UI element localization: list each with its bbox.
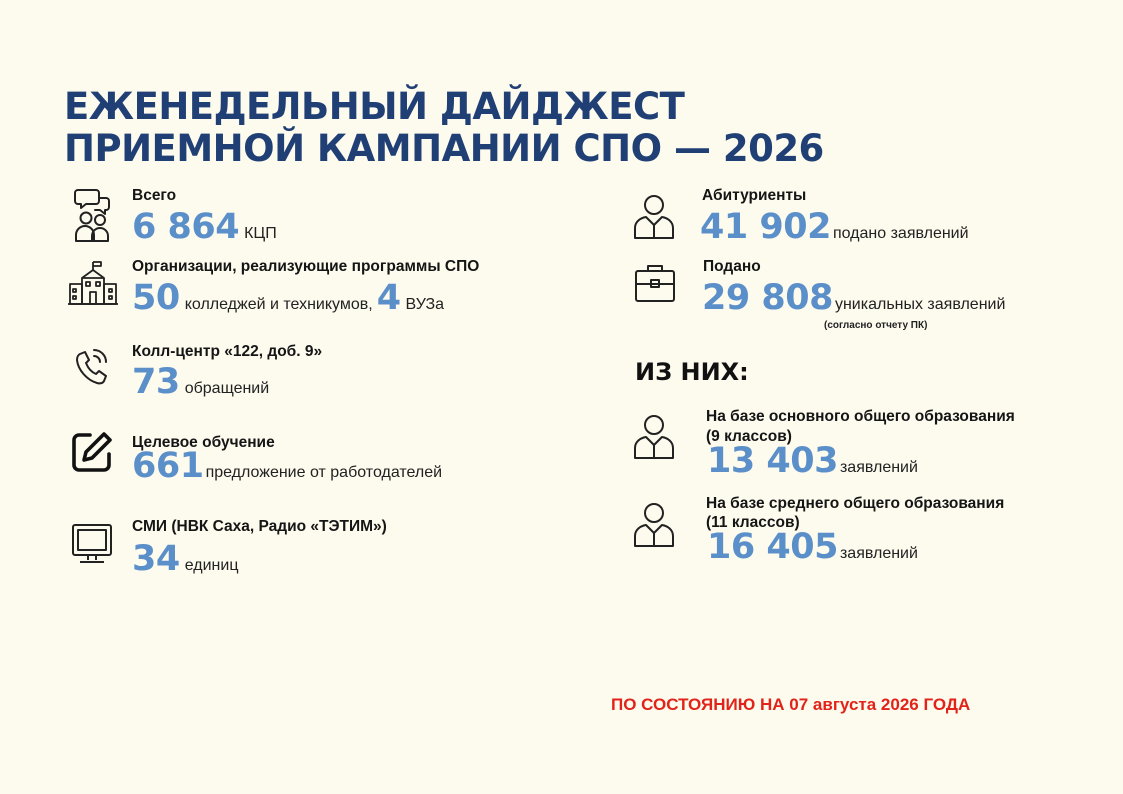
basic-label-line-2: (9 классов) [706, 428, 792, 445]
orgs-value-row [132, 278, 444, 318]
secondary-value-row [707, 527, 918, 567]
orgs-universities-unit: ВУЗа [405, 296, 445, 313]
total-value: 6 864 [132, 207, 240, 247]
media-value: 34 [132, 539, 180, 579]
person-icon [632, 500, 676, 548]
orgs-universities-value: 4 [376, 278, 401, 318]
media-unit: единиц [184, 557, 239, 574]
callcenter-value-row [132, 362, 269, 402]
orgs-colleges-unit: колледжей и техникумов, [184, 296, 373, 313]
submitted-unit: уникальных заявлений [834, 296, 1006, 313]
basic-value: 13 403 [707, 441, 838, 481]
person-icon [632, 412, 676, 460]
basic-unit: заявлений [839, 459, 918, 476]
applicants-label: Абитуриенты [702, 187, 807, 204]
callcenter-value: 73 [132, 362, 180, 402]
of-them-heading: ИЗ НИХ: [635, 358, 749, 386]
edit-icon [70, 430, 114, 474]
orgs-label: Организации, реализующие программы СПО [132, 258, 480, 275]
page-title-line-2: ПРИЕМНОЙ КАМПАНИИ СПО — 2026 [64, 127, 824, 170]
callcenter-unit: обращений [184, 380, 270, 397]
status-date: ПО СОСТОЯНИЮ НА 07 августа 2026 ГОДА [611, 695, 971, 714]
basic-label-line-1: На базе основного общего образования [706, 408, 1015, 425]
person-icon [632, 192, 676, 240]
applicants-value: 41 902 [700, 207, 831, 247]
page-title [64, 86, 824, 170]
page-title-line-1: ЕЖЕНЕДЕЛЬНЫЙ ДАЙДЖЕСТ [64, 85, 685, 128]
briefcase-icon [633, 262, 677, 304]
target-label: Целевое обучение [132, 434, 275, 451]
submitted-value-row [702, 278, 1005, 318]
target-value: 661 [132, 446, 204, 486]
secondary-label-line-2: (11 классов) [706, 514, 800, 531]
secondary-label-line-1: На базе среднего общего образования [706, 495, 1005, 512]
secondary-unit: заявлений [839, 545, 918, 562]
monitor-icon [70, 522, 114, 566]
basic-value-row [707, 441, 918, 481]
people-chat-icon [72, 186, 114, 244]
orgs-colleges-value: 50 [132, 278, 180, 318]
secondary-value: 16 405 [707, 527, 838, 567]
school-building-icon [68, 260, 118, 306]
submitted-label: Подано [703, 258, 761, 275]
callcenter-label: Колл-центр «122, доб. 9» [132, 343, 323, 360]
submitted-value: 29 808 [702, 278, 833, 318]
applicants-value-row [700, 207, 969, 247]
phone-icon [74, 346, 110, 386]
total-unit: КЦП [244, 225, 277, 242]
total-label: Всего [132, 187, 177, 204]
target-value-row [132, 446, 442, 486]
media-label: СМИ (НВК Саха, Радио «ТЭТИМ») [132, 518, 387, 535]
total-value-row [132, 207, 277, 247]
target-unit: предложение от работодателей [205, 464, 443, 481]
media-value-row [132, 539, 238, 579]
submitted-note: (согласно отчету ПК) [824, 320, 928, 331]
applicants-unit: подано заявлений [832, 225, 969, 242]
